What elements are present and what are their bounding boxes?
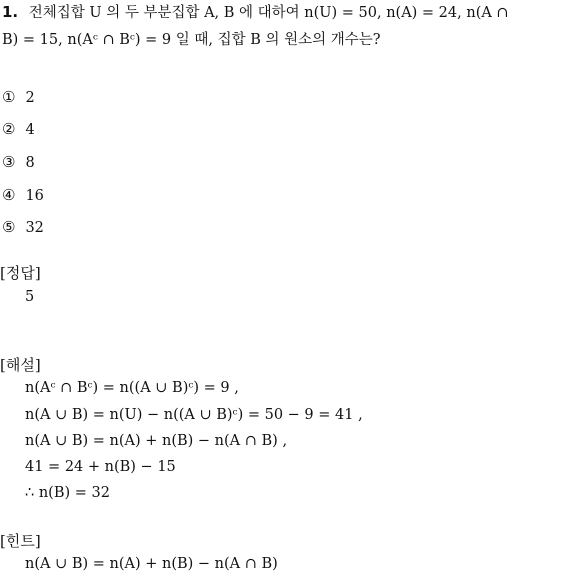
choice-mark: ⑤: [2, 218, 16, 236]
choice-value: 32: [25, 220, 44, 236]
choice-value: 2: [25, 90, 35, 106]
choice-value: 4: [25, 122, 35, 138]
choice-4[interactable]: [2, 186, 44, 204]
answer-heading: [정답]: [0, 264, 41, 282]
choice-1[interactable]: [2, 88, 35, 106]
explanation-heading: [해설]: [0, 356, 41, 374]
choice-mark: ③: [2, 153, 16, 171]
choice-mark: ②: [2, 120, 16, 138]
question-number: 1.: [2, 3, 19, 21]
explanation-line-1: n(Aᶜ ∩ Bᶜ) = n((A ∪ B)ᶜ) = 9 ,: [25, 380, 239, 396]
choice-2[interactable]: [2, 120, 35, 138]
explanation-line-4: 41 = 24 + n(B) − 15: [25, 459, 176, 475]
explanation-line-3: n(A ∪ B) = n(A) + n(B) − n(A ∩ B) ,: [25, 433, 288, 449]
choice-3[interactable]: [2, 153, 35, 171]
question-line-1: [2, 3, 509, 22]
hint-heading: [힌트]: [0, 532, 41, 550]
hint-line: n(A ∪ B) = n(A) + n(B) − n(A ∩ B): [25, 556, 278, 572]
explanation-line-5: ∴ n(B) = 32: [25, 485, 110, 501]
choice-value: 16: [25, 188, 44, 204]
choice-mark: ①: [2, 88, 16, 106]
question-line-2: B) = 15, n(Aᶜ ∩ Bᶜ) = 9 일 때, 집합 B 의 원소의 개수는?: [2, 32, 381, 48]
choice-mark: ④: [2, 186, 16, 204]
answer-value: 5: [25, 289, 35, 305]
explanation-line-2: n(A ∪ B) = n(U) − n((A ∪ B)ᶜ) = 50 − 9 = 41 ,: [25, 407, 363, 423]
choice-5[interactable]: [2, 218, 44, 236]
question-text-1: 전체집합 U 의 두 부분집합 A, B 에 대하여 n(U) = 50, n(A) = 24, n(A ∩: [28, 5, 509, 21]
choice-value: 8: [25, 155, 35, 171]
